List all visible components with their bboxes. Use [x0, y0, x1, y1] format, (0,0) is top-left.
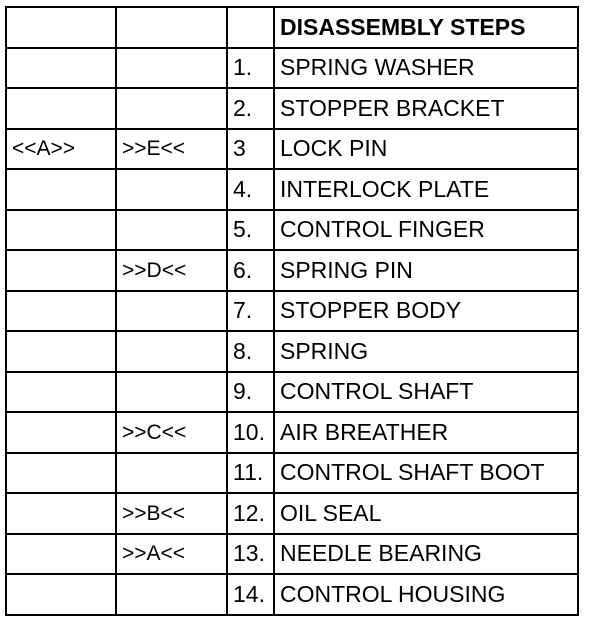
step-name-cell: OIL SEAL	[274, 493, 578, 534]
ref-left-cell	[6, 331, 116, 372]
ref-left-cell	[6, 453, 116, 494]
ref-left-cell	[6, 493, 116, 534]
header-cell-installation-ref	[6, 7, 116, 48]
step-name-cell: LOCK PIN	[274, 129, 578, 170]
ref-left-cell	[6, 210, 116, 251]
header-cell-disassembly-steps: DISASSEMBLY STEPS	[274, 7, 578, 48]
ref-left-cell	[6, 412, 116, 453]
step-name-cell: CONTROL HOUSING	[274, 574, 578, 615]
step-number-cell: 10.	[227, 412, 274, 453]
step-name-cell: STOPPER BODY	[274, 291, 578, 332]
table-row	[6, 574, 578, 615]
ref-right-cell	[116, 88, 227, 129]
table-row	[6, 250, 578, 291]
step-name-cell: AIR BREATHER	[274, 412, 578, 453]
step-number-cell: 5.	[227, 210, 274, 251]
ref-left-cell	[6, 291, 116, 332]
ref-right-cell	[116, 210, 227, 251]
step-number-cell: 4.	[227, 169, 274, 210]
header-cell-removal-ref	[116, 7, 227, 48]
step-name-cell: SPRING WASHER	[274, 48, 578, 89]
ref-right-cell	[116, 574, 227, 615]
ref-right-cell: >>A<<	[116, 534, 227, 575]
ref-left-cell	[6, 48, 116, 89]
ref-right-cell	[116, 331, 227, 372]
step-name-cell: SPRING	[274, 331, 578, 372]
ref-left-cell	[6, 169, 116, 210]
step-name-cell: CONTROL FINGER	[274, 210, 578, 251]
table-row	[6, 210, 578, 251]
table-row	[6, 88, 578, 129]
table-row	[6, 291, 578, 332]
table-header-row	[6, 7, 578, 48]
table-row	[6, 331, 578, 372]
table-row	[6, 169, 578, 210]
ref-left-cell	[6, 88, 116, 129]
ref-right-cell: >>E<<	[116, 129, 227, 170]
step-name-cell: INTERLOCK PLATE	[274, 169, 578, 210]
step-number-cell: 13.	[227, 534, 274, 575]
step-number-cell: 1.	[227, 48, 274, 89]
table-row	[6, 48, 578, 89]
step-number-cell: 3	[227, 129, 274, 170]
step-number-cell: 7.	[227, 291, 274, 332]
ref-right-cell	[116, 453, 227, 494]
table-row	[6, 372, 578, 413]
ref-right-cell	[116, 372, 227, 413]
disassembly-steps-table	[5, 6, 579, 616]
ref-right-cell: >>D<<	[116, 250, 227, 291]
ref-right-cell	[116, 291, 227, 332]
step-number-cell: 12.	[227, 493, 274, 534]
ref-left-cell	[6, 250, 116, 291]
table-row	[6, 453, 578, 494]
step-number-cell: 9.	[227, 372, 274, 413]
step-name-cell: CONTROL SHAFT	[274, 372, 578, 413]
step-number-cell: 6.	[227, 250, 274, 291]
ref-right-cell	[116, 48, 227, 89]
ref-left-cell	[6, 372, 116, 413]
step-number-cell: 14.	[227, 574, 274, 615]
table-row	[6, 129, 578, 170]
ref-left-cell: <<A>>	[6, 129, 116, 170]
step-number-cell: 2.	[227, 88, 274, 129]
step-name-cell: CONTROL SHAFT BOOT	[274, 453, 578, 494]
ref-left-cell	[6, 534, 116, 575]
header-cell-step-number	[227, 7, 274, 48]
step-name-cell: STOPPER BRACKET	[274, 88, 578, 129]
table-row	[6, 412, 578, 453]
step-number-cell: 8.	[227, 331, 274, 372]
table-row	[6, 493, 578, 534]
ref-left-cell	[6, 574, 116, 615]
table-row	[6, 534, 578, 575]
step-name-cell: SPRING PIN	[274, 250, 578, 291]
ref-right-cell: >>B<<	[116, 493, 227, 534]
step-name-cell: NEEDLE BEARING	[274, 534, 578, 575]
ref-right-cell: >>C<<	[116, 412, 227, 453]
step-number-cell: 11.	[227, 453, 274, 494]
ref-right-cell	[116, 169, 227, 210]
